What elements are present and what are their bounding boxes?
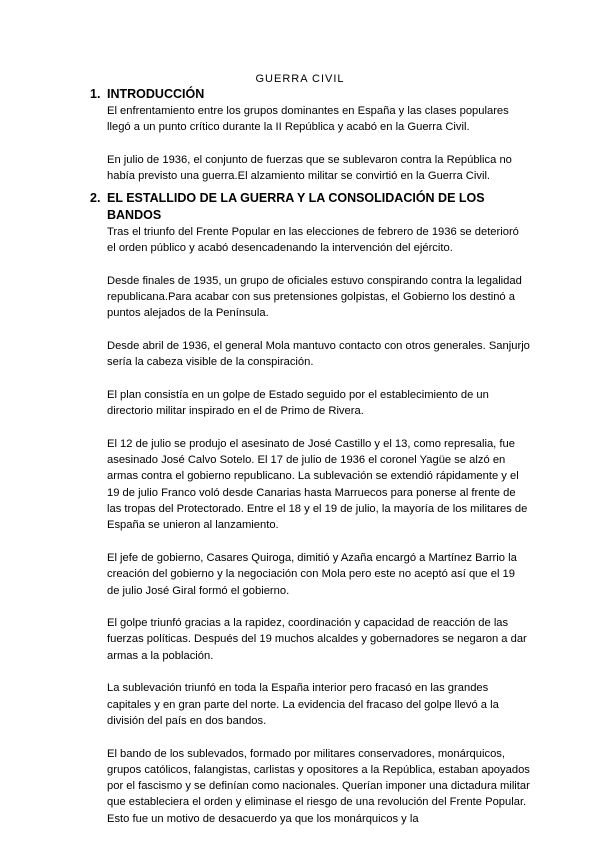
paragraph: El bando de los sublevados, formado por militares conservadores, monárquicos, grupos católicos, falangistas, carlistas y opositores a la República, estaban apoyados por el fascismo y se definían como nacionales. Querían imponer una dictadura militar que estableciera el orden y eliminase el riesgo de una revolución del Frente Popular. Esto fue un motivo de desacuerdo ya que los monárquicos y la — [107, 747, 530, 825]
paragraph: El jefe de gobierno, Casares Quiroga, dimitió y Azaña encargó a Martínez Barrio la creación del gobierno y la negociación con Mola pero este no aceptó así que el 19 de julio José Giral formó el gobierno. — [107, 551, 517, 597]
paragraph: El enfrentamiento entre los grupos dominantes en España y las clases populares llegó a un punto crítico durante la II República y acabó en la Guerra Civil. — [107, 105, 509, 134]
section-introduccion — [90, 86, 530, 184]
section-heading — [90, 86, 530, 103]
document-title: GUERRA CIVIL — [255, 73, 345, 85]
section-title: EL ESTALLIDO DE LA GUERRA Y LA CONSOLIDACIÓN DE LOS BANDOS — [107, 191, 485, 222]
paragraph: Desde abril de 1936, el general Mola mantuvo contacto con otros generales. Sanjurjo sería la cabeza visible de la conspiración. — [107, 340, 530, 369]
paragraph: Desde finales de 1935, un grupo de oficiales estuvo conspirando contra la legalidad republicana.Para acabar con sus pretensiones golpistas, el Gobierno los destinó a puntos alejados de la Península. — [107, 274, 522, 320]
paragraph: En julio de 1936, el conjunto de fuerzas que se sublevaron contra la República no había previsto una guerra.El alzamiento militar se convirtió en la Guerra Civil. — [107, 153, 512, 183]
paragraph: Tras el triunfo del Frente Popular en las elecciones de febrero de 1936 se deterioró el orden público y acabó desencadenando la intervención del ejército. — [107, 226, 519, 255]
section-number: 1. — [90, 87, 101, 101]
section-number: 2. — [90, 191, 101, 205]
section-heading — [90, 190, 530, 224]
section-estallido — [90, 190, 530, 827]
section-title: INTRODUCCIÓN — [107, 87, 205, 101]
paragraph: La sublevación triunfó en toda la España interior pero fracasó en las grandes capitales y en gran parte del norte. La evidencia del fracaso del golpe llevó a la división del país en dos bandos. — [107, 682, 499, 727]
paragraph: El plan consistía en un golpe de Estado seguido por el establecimiento de un directorio militar inspirado en el de Primo de Rivera. — [107, 388, 489, 418]
section-body — [107, 103, 530, 184]
paragraph: El golpe triunfó gracias a la rapidez, coordinación y capacidad de reacción de las fuerzas políticas. Después del 19 muchos alcaldes y gobernadores se negaron a dar armas a la población. — [107, 617, 527, 662]
section-body — [107, 224, 530, 827]
paragraph: El 12 de julio se produjo el asesinato de José Castillo y el 13, como represalia, fue asesinado José Calvo Sotelo. El 17 de julio de 1936 el coronel Yagüe se alzó en armas contra el gobierno republicano. La sublevación se extendió rápidamente y el 19 de julio Franco voló desde Canarias hasta Marruecos para ponerse al frente de las tropas del Protectorado. Entre el 18 y el 19 de julio, la mayoría de los militares de España se unieron al lanzamiento. — [107, 437, 528, 532]
